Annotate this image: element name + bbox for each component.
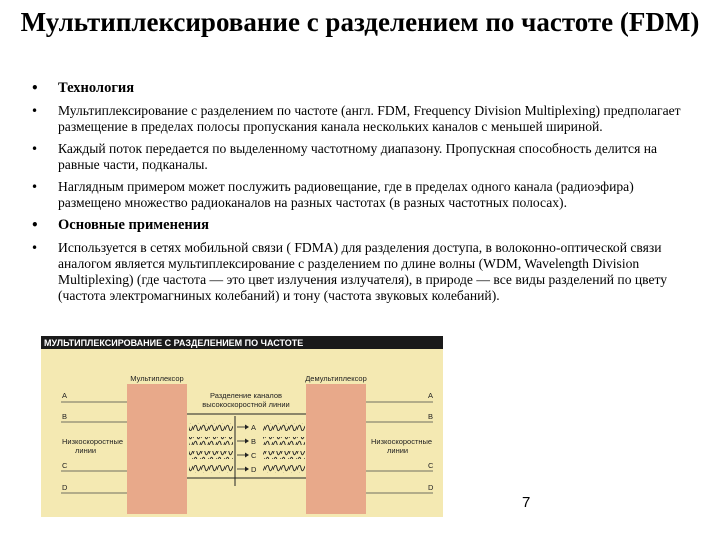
- subchannel-label-b: B: [251, 437, 257, 446]
- right-channel-c: C: [428, 461, 434, 470]
- subchannel-label-c: C: [251, 451, 257, 460]
- bullet-text: Основные применения: [58, 217, 209, 233]
- left-channel-d: D: [62, 483, 68, 492]
- bullet-text: Используется в сетях мобильной связи ( FDMA) для разделения доступа, в волоконно-оптической связи аналогом является мультиплексирование с разделением по длине волны (WDM, Wavelength Division Multiplexing) (где частота — это цвет излучения излучателя), в природе — все виды разделений по цвету (частота электромагниных колебаний) и тону (частота звуковых колебаний).: [58, 240, 668, 303]
- page-number: 7: [522, 494, 531, 511]
- subchannel-wave-d-right: [263, 465, 305, 473]
- bullet-text: Мультиплексирование с разделением по частоте (англ. FDM, Frequency Division Multiplexing) предполагает размещение в пределах полосы пропускания канала нескольких каналов с меньшей шириной.: [58, 103, 681, 134]
- bullet-icon: •: [31, 241, 39, 255]
- bullet-icon: •: [31, 142, 39, 156]
- bullet-text: Каждый поток передается по выделенному частотному диапазону. Пропускная способность делится на равные части, подканалы.: [58, 141, 658, 172]
- demultiplexer-box: [306, 384, 366, 514]
- subchannel-wave-a-left: [189, 423, 233, 431]
- bullet-item: [31, 141, 691, 173]
- fdm-diagram: [41, 336, 443, 517]
- bullet-icon: •: [31, 180, 39, 194]
- subchannel-wave-c-left: [189, 451, 233, 459]
- bullet-item: [31, 179, 691, 211]
- bullet-icon: •: [31, 104, 39, 118]
- shared-line-label-2: высокоскоростной линии: [202, 400, 290, 409]
- left-channel-c: C: [62, 461, 68, 470]
- multiplexer-box: [127, 384, 187, 514]
- slide-title: Мультиплексирование с разделением по частоте (FDM): [20, 7, 700, 37]
- bullet-heading-technology: [31, 80, 691, 96]
- diagram-panel: [41, 336, 443, 517]
- right-low-speed-label-1: Низкоскоростные: [371, 437, 433, 446]
- subchannel-wave-b-left: [189, 437, 233, 445]
- left-low-speed-label-1: Низкоскоростные: [62, 437, 124, 446]
- subchannel-wave-c-right: [263, 451, 305, 459]
- subchannel-label-d: D: [251, 465, 257, 474]
- bullet-item: [31, 240, 691, 304]
- left-channel-b: B: [62, 412, 68, 421]
- bullet-icon: •: [31, 218, 39, 232]
- bullet-heading-applications: [31, 217, 691, 233]
- bullet-list: [31, 80, 691, 310]
- bullet-text: Технология: [58, 80, 135, 96]
- bullet-icon: •: [31, 81, 39, 95]
- bullet-text: Наглядным примером может послужить радиовещание, где в пределах одного канала (радиоэфира) размещено множество радиоканалов на разных частотах (в разных частотных полосах).: [58, 179, 634, 210]
- multiplexer-label: Мультиплексор: [130, 374, 184, 383]
- left-low-speed-label-2: линии: [75, 446, 97, 455]
- left-channel-a: A: [62, 391, 68, 400]
- right-channel-b: B: [428, 412, 434, 421]
- right-channel-a: A: [428, 391, 434, 400]
- right-low-speed-label-2: линии: [387, 446, 409, 455]
- right-channel-d: D: [428, 483, 434, 492]
- bullet-item: [31, 103, 691, 135]
- subchannel-wave-b-right: [263, 437, 305, 445]
- diagram-header: МУЛЬТИПЛЕКСИРОВАНИЕ С РАЗДЕЛЕНИЕМ ПО ЧАСТОТЕ: [44, 338, 304, 348]
- subchannel-wave-a-right: [263, 423, 305, 431]
- shared-line-label-1: Разделение каналов: [209, 391, 283, 400]
- subchannel-label-a: A: [251, 423, 257, 432]
- demultiplexer-label: Демультиплексор: [305, 374, 367, 383]
- subchannel-wave-d-left: [189, 465, 233, 473]
